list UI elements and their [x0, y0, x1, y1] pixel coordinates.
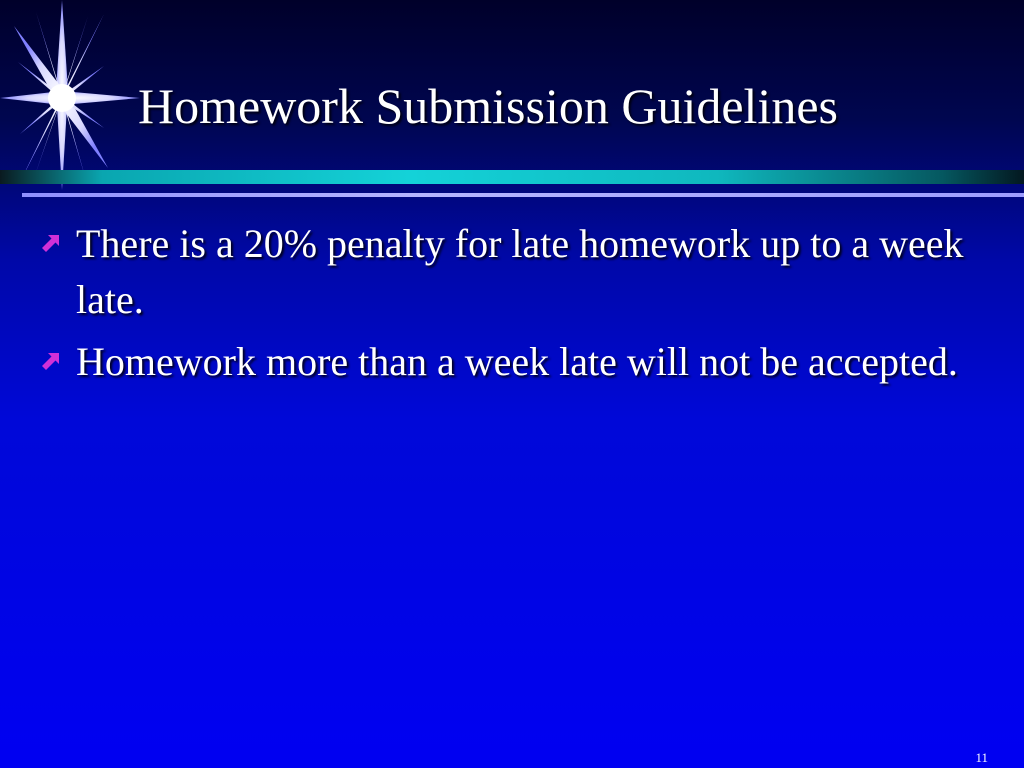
- bullet-text: There is a 20% penalty for late homework up to a week late.: [76, 221, 964, 322]
- title-divider-thin: [22, 193, 1024, 197]
- starburst-icon: [0, 0, 140, 190]
- bullet-list: [0, 216, 1024, 396]
- title-divider-thick: [0, 170, 1024, 184]
- page-number: 11: [975, 750, 988, 765]
- bullet-item: [0, 334, 1024, 390]
- bullet-text: Homework more than a week late will not be accepted.: [76, 339, 958, 384]
- diagonal-arrow-icon: [40, 232, 62, 254]
- slide-title: Homework Submission Guidelines: [138, 78, 838, 134]
- bullet-item: [0, 216, 1024, 328]
- diagonal-arrow-icon: [40, 350, 62, 372]
